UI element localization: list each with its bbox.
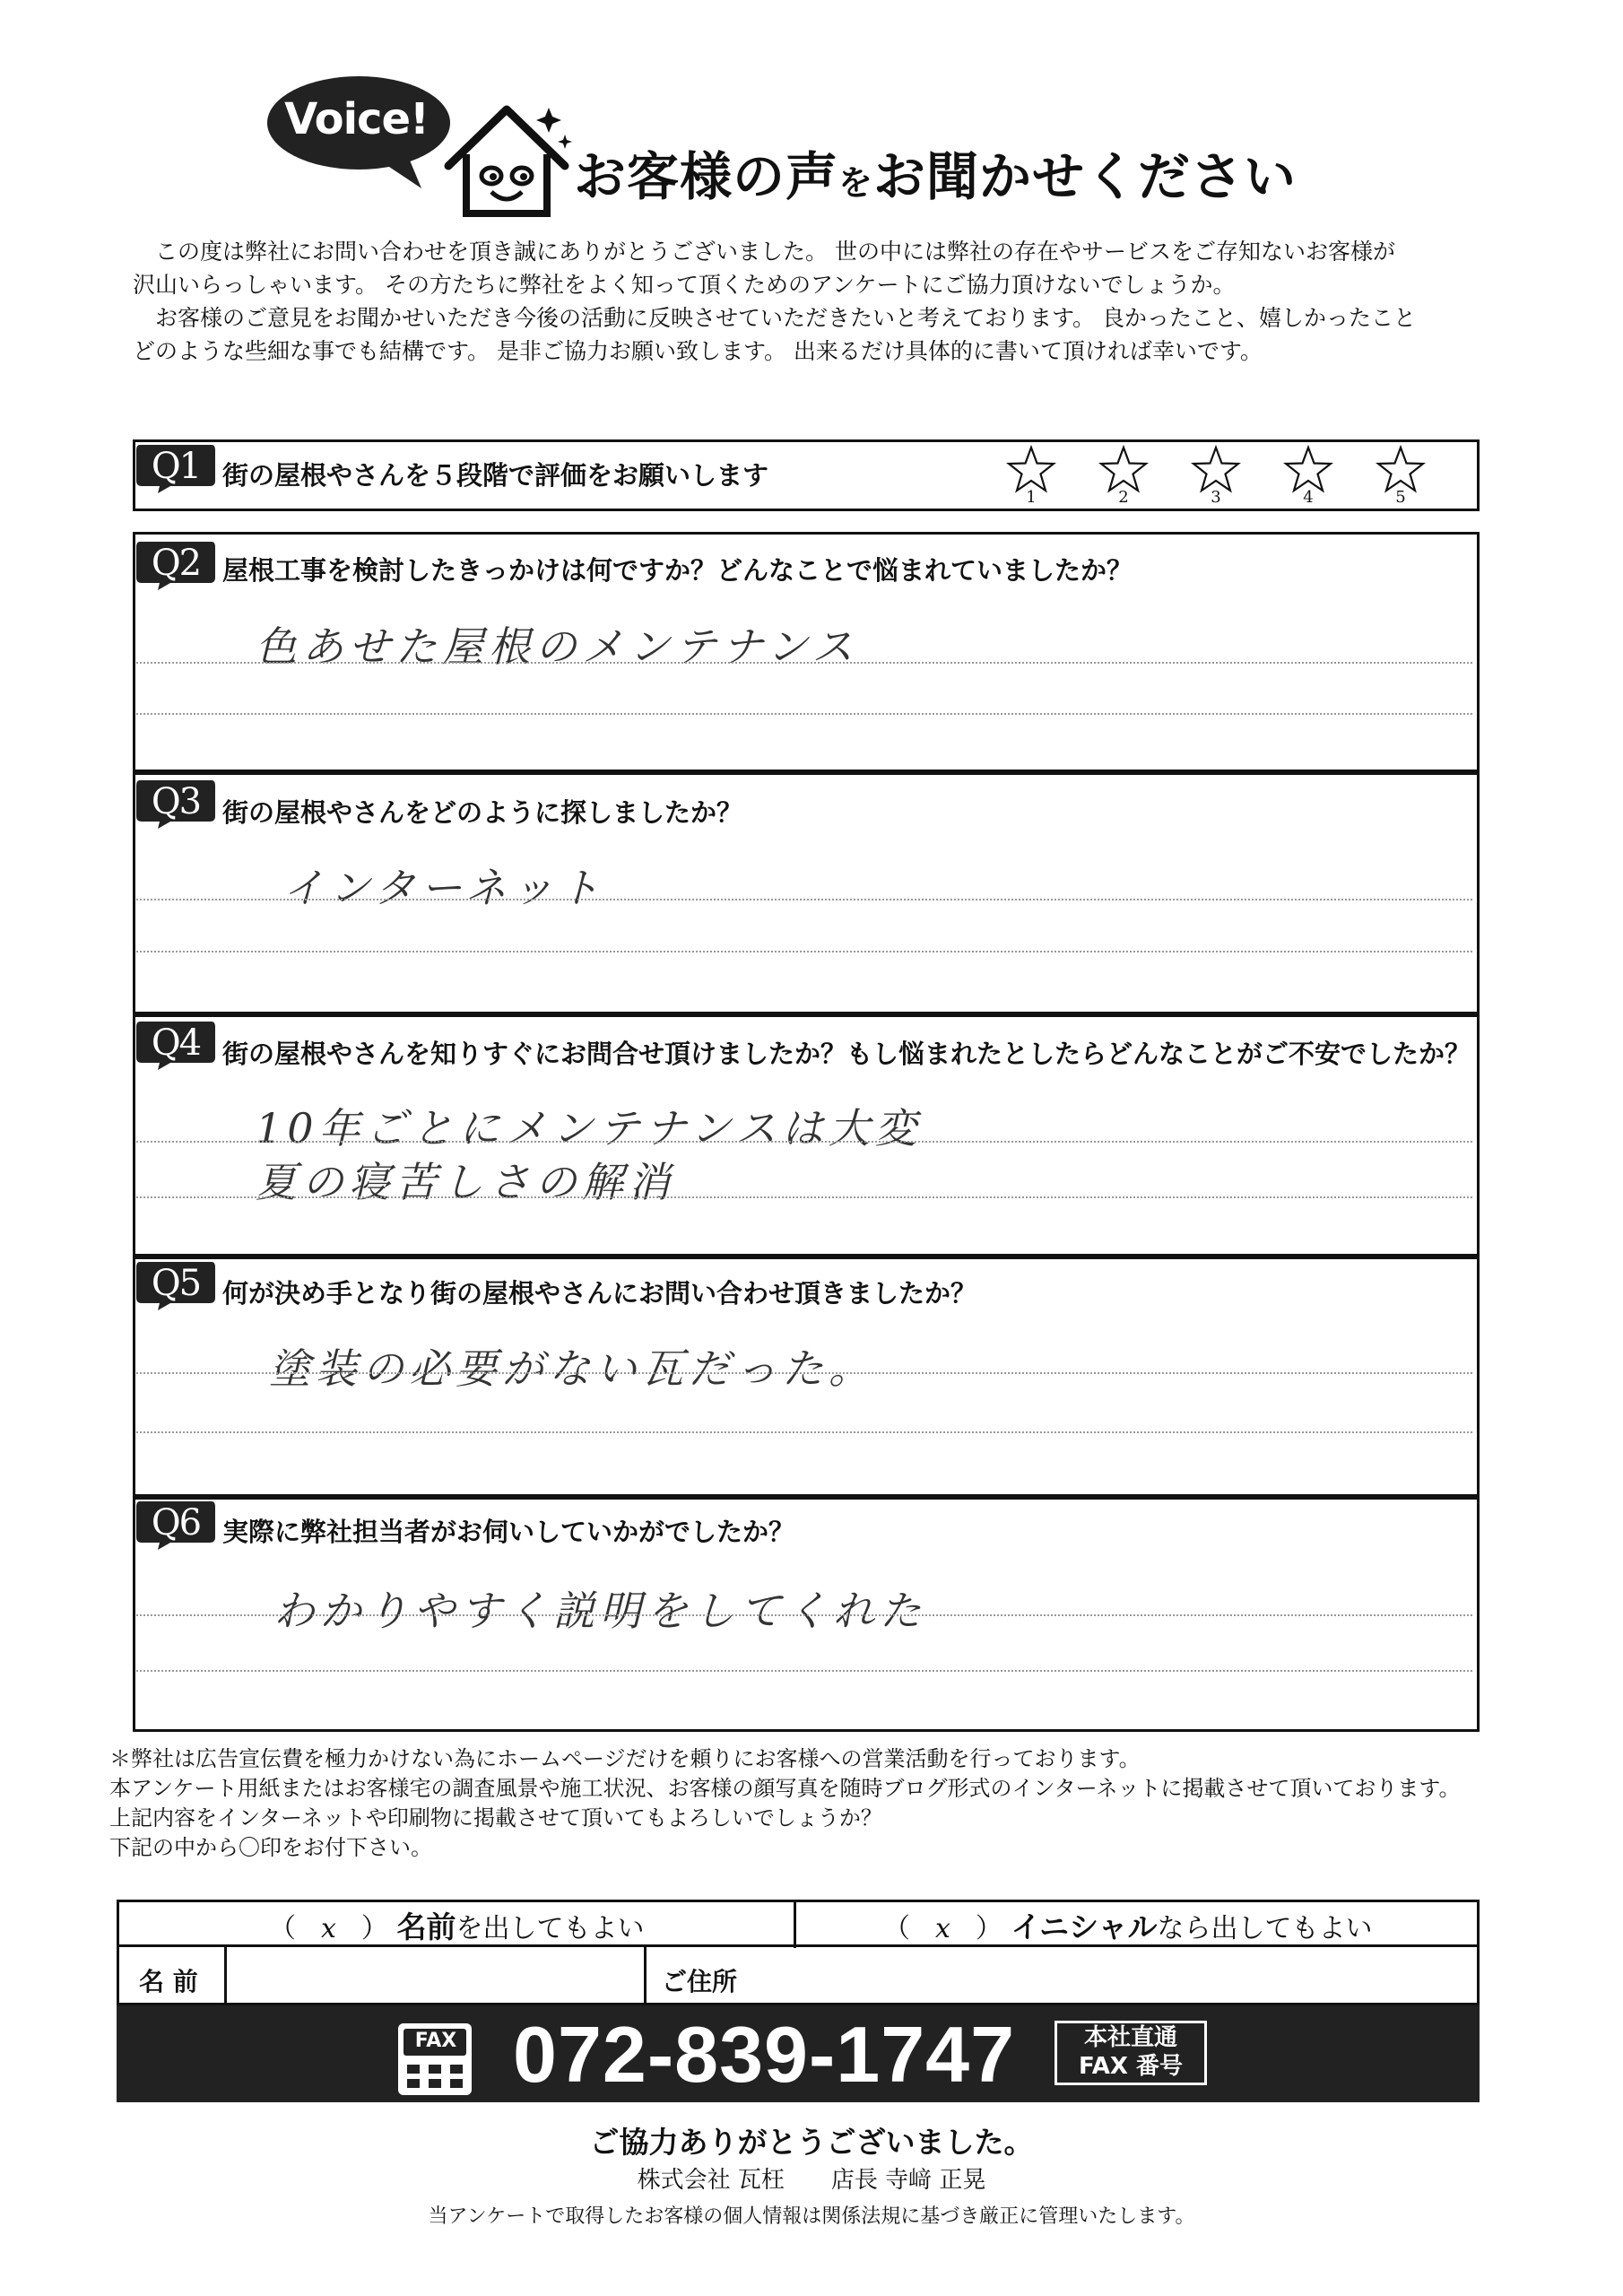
answer-line — [136, 1141, 1472, 1143]
privacy-notice: 当アンケートで取得したお客様の個人情報は関係法規に基づき厳正に管理いたします。 — [428, 2205, 1195, 2228]
consent-mark-initials: x — [935, 1913, 950, 1944]
answer-line — [136, 899, 1472, 900]
company-info: 株式会社 瓦枉 店長 寺﨑 正晃 — [637, 2167, 986, 2194]
star-icon — [1191, 445, 1241, 493]
rating-star-3[interactable] — [1180, 445, 1252, 507]
consent-mark-name: x — [321, 1913, 336, 1944]
voice-badge: Voice! — [284, 94, 429, 144]
answer-line — [136, 951, 1472, 952]
q6-badge-label: Q6 — [151, 1502, 201, 1544]
paren-open: （ — [269, 1913, 296, 1944]
paren-close: ） — [360, 1913, 388, 1944]
star-icon — [1006, 445, 1056, 493]
answer-line — [136, 662, 1472, 664]
paren-open: （ — [883, 1913, 910, 1944]
rating-star-label: 5 — [1395, 488, 1406, 507]
rating-star-label: 4 — [1303, 488, 1314, 507]
intro-text: この度は弊社にお問い合わせを頂き誠にありがとうございました。 世の中には弊社の存在やサービスをご存知ないお客様が 沢山いらっしゃいます。 その方たちに弊社をよく知って頂くためのアンケートにご協力頂けないでしょうか。 お客様のご意見をお聞かせいただき今後の活動に反映させていただきたいと考えております。 良かったこと、嬉しかったこと どのような些細な事でも結構です。 是非ご協力お願い致します。 出来るだけ具体的に書いて頂ければ幸いです。 — [133, 239, 1416, 364]
fax-label-line-2: FAX 番号 — [1079, 2053, 1183, 2080]
name-label: 名 前 — [139, 1967, 198, 1996]
q2-answer: 色あせた屋根のメンテナンス — [256, 622, 859, 671]
consent-option-name-bold: 名前 — [396, 1909, 456, 1944]
fax-label-box — [1055, 2021, 1207, 2085]
star-icon — [1283, 445, 1333, 493]
divider — [794, 1900, 796, 1948]
answer-line — [136, 1196, 1472, 1198]
rating-star-5[interactable] — [1365, 445, 1436, 507]
q2-question: 屋根工事を検討したきっかけは何ですか？どんなことで悩まれていましたか？ — [222, 555, 1133, 586]
rating-star-2[interactable] — [1088, 445, 1159, 507]
rating-star-label: 3 — [1211, 488, 1221, 507]
q1-question: 街の屋根やさんを５段階で評価をお願いします — [222, 460, 769, 491]
divider — [644, 1947, 647, 2005]
consent-option-name[interactable] — [269, 1904, 644, 1946]
answer-line — [136, 1431, 1472, 1433]
paren-close: ） — [975, 1913, 1002, 1944]
q2-badge — [135, 538, 217, 590]
rating-star-label: 2 — [1118, 488, 1129, 507]
q6-badge — [135, 1498, 217, 1550]
title-main-1: お客様の声 — [574, 146, 839, 207]
fax-label-line-1: 本社直通 — [1083, 2024, 1177, 2051]
rating-star-1[interactable] — [995, 445, 1067, 507]
publication-notes: ＊弊社は広告宣伝費を極力かけない為にホームページだけを頼りにお客様への営業活動を行っております。 本アンケート用紙またはお客様宅の調査風景や施工状況、お客様の顔写真を随時ブログ形式のインターネットに掲載させて頂いております。 上記内容をインターネットや印刷物に掲載させて頂いてもよろしいでしょうか？ 下記の中から〇印をお付下さい。 — [109, 1746, 1461, 1860]
q1-badge — [135, 441, 217, 493]
q4-badge — [135, 1018, 217, 1070]
address-label: ご住所 — [662, 1967, 738, 1996]
star-icon — [1098, 445, 1149, 493]
rating-stars — [995, 445, 1462, 508]
name-field[interactable] — [227, 1948, 643, 2004]
q4-answer-line-1: 10年ごとにメンテナンスは大変 — [256, 1104, 922, 1152]
title-main-2: お聞かせください — [873, 146, 1298, 207]
q3-question: 街の屋根やさんをどのように探しましたか？ — [222, 797, 743, 828]
fax-number[interactable]: 072-839-1747 — [513, 2010, 1016, 2099]
answer-line — [136, 713, 1472, 715]
consent-option-initials-bold: イニシャル — [1011, 1909, 1158, 1944]
answer-line — [136, 1614, 1472, 1616]
consent-option-initials[interactable] — [883, 1904, 1373, 1946]
consent-option-name-rest: を出してもよい — [456, 1913, 645, 1944]
q3-answer: インターネット — [282, 864, 605, 912]
q3-badge — [135, 777, 217, 829]
q1-badge-label: Q1 — [151, 446, 201, 487]
title-small: を — [838, 163, 874, 203]
star-icon — [1376, 445, 1426, 493]
q6-answer: わかりやすく説明をしてくれた — [273, 1587, 926, 1635]
thanks-message: ご協力ありがとうございました。 — [589, 2125, 1034, 2160]
q2-badge-label: Q2 — [151, 543, 201, 584]
q4-badge-label: Q4 — [151, 1022, 201, 1064]
q6-question: 実際に弊社担当者がお伺いしていかがでしたか？ — [222, 1517, 795, 1547]
fax-icon-label: FAX — [414, 2030, 457, 2052]
q5-badge-label: Q5 — [151, 1263, 201, 1304]
rating-star-label: 1 — [1026, 488, 1037, 507]
q4-question: 街の屋根やさんを知りすぐにお問合せ頂けましたか？もし悩まれたとしたらどんなことがご不安でしたか？ — [222, 1039, 1471, 1069]
q4-answer-line-2: 夏の寝苦しさの解消 — [256, 1158, 675, 1206]
q5-badge — [135, 1258, 217, 1310]
rating-star-4[interactable] — [1272, 445, 1344, 507]
page-title — [574, 135, 1297, 210]
answer-line — [136, 1372, 1472, 1374]
q5-answer: 塗装の必要がない瓦だった。 — [269, 1344, 875, 1393]
address-field[interactable] — [771, 1948, 1475, 2004]
consent-option-initials-rest: なら出してもよい — [1157, 1913, 1373, 1944]
q3-badge-label: Q3 — [151, 781, 201, 822]
q5-question: 何が決め手となり街の屋根やさんにお問い合わせ頂きましたか？ — [222, 1278, 977, 1309]
smiling-house-icon — [439, 99, 574, 220]
answer-line — [136, 1670, 1472, 1672]
